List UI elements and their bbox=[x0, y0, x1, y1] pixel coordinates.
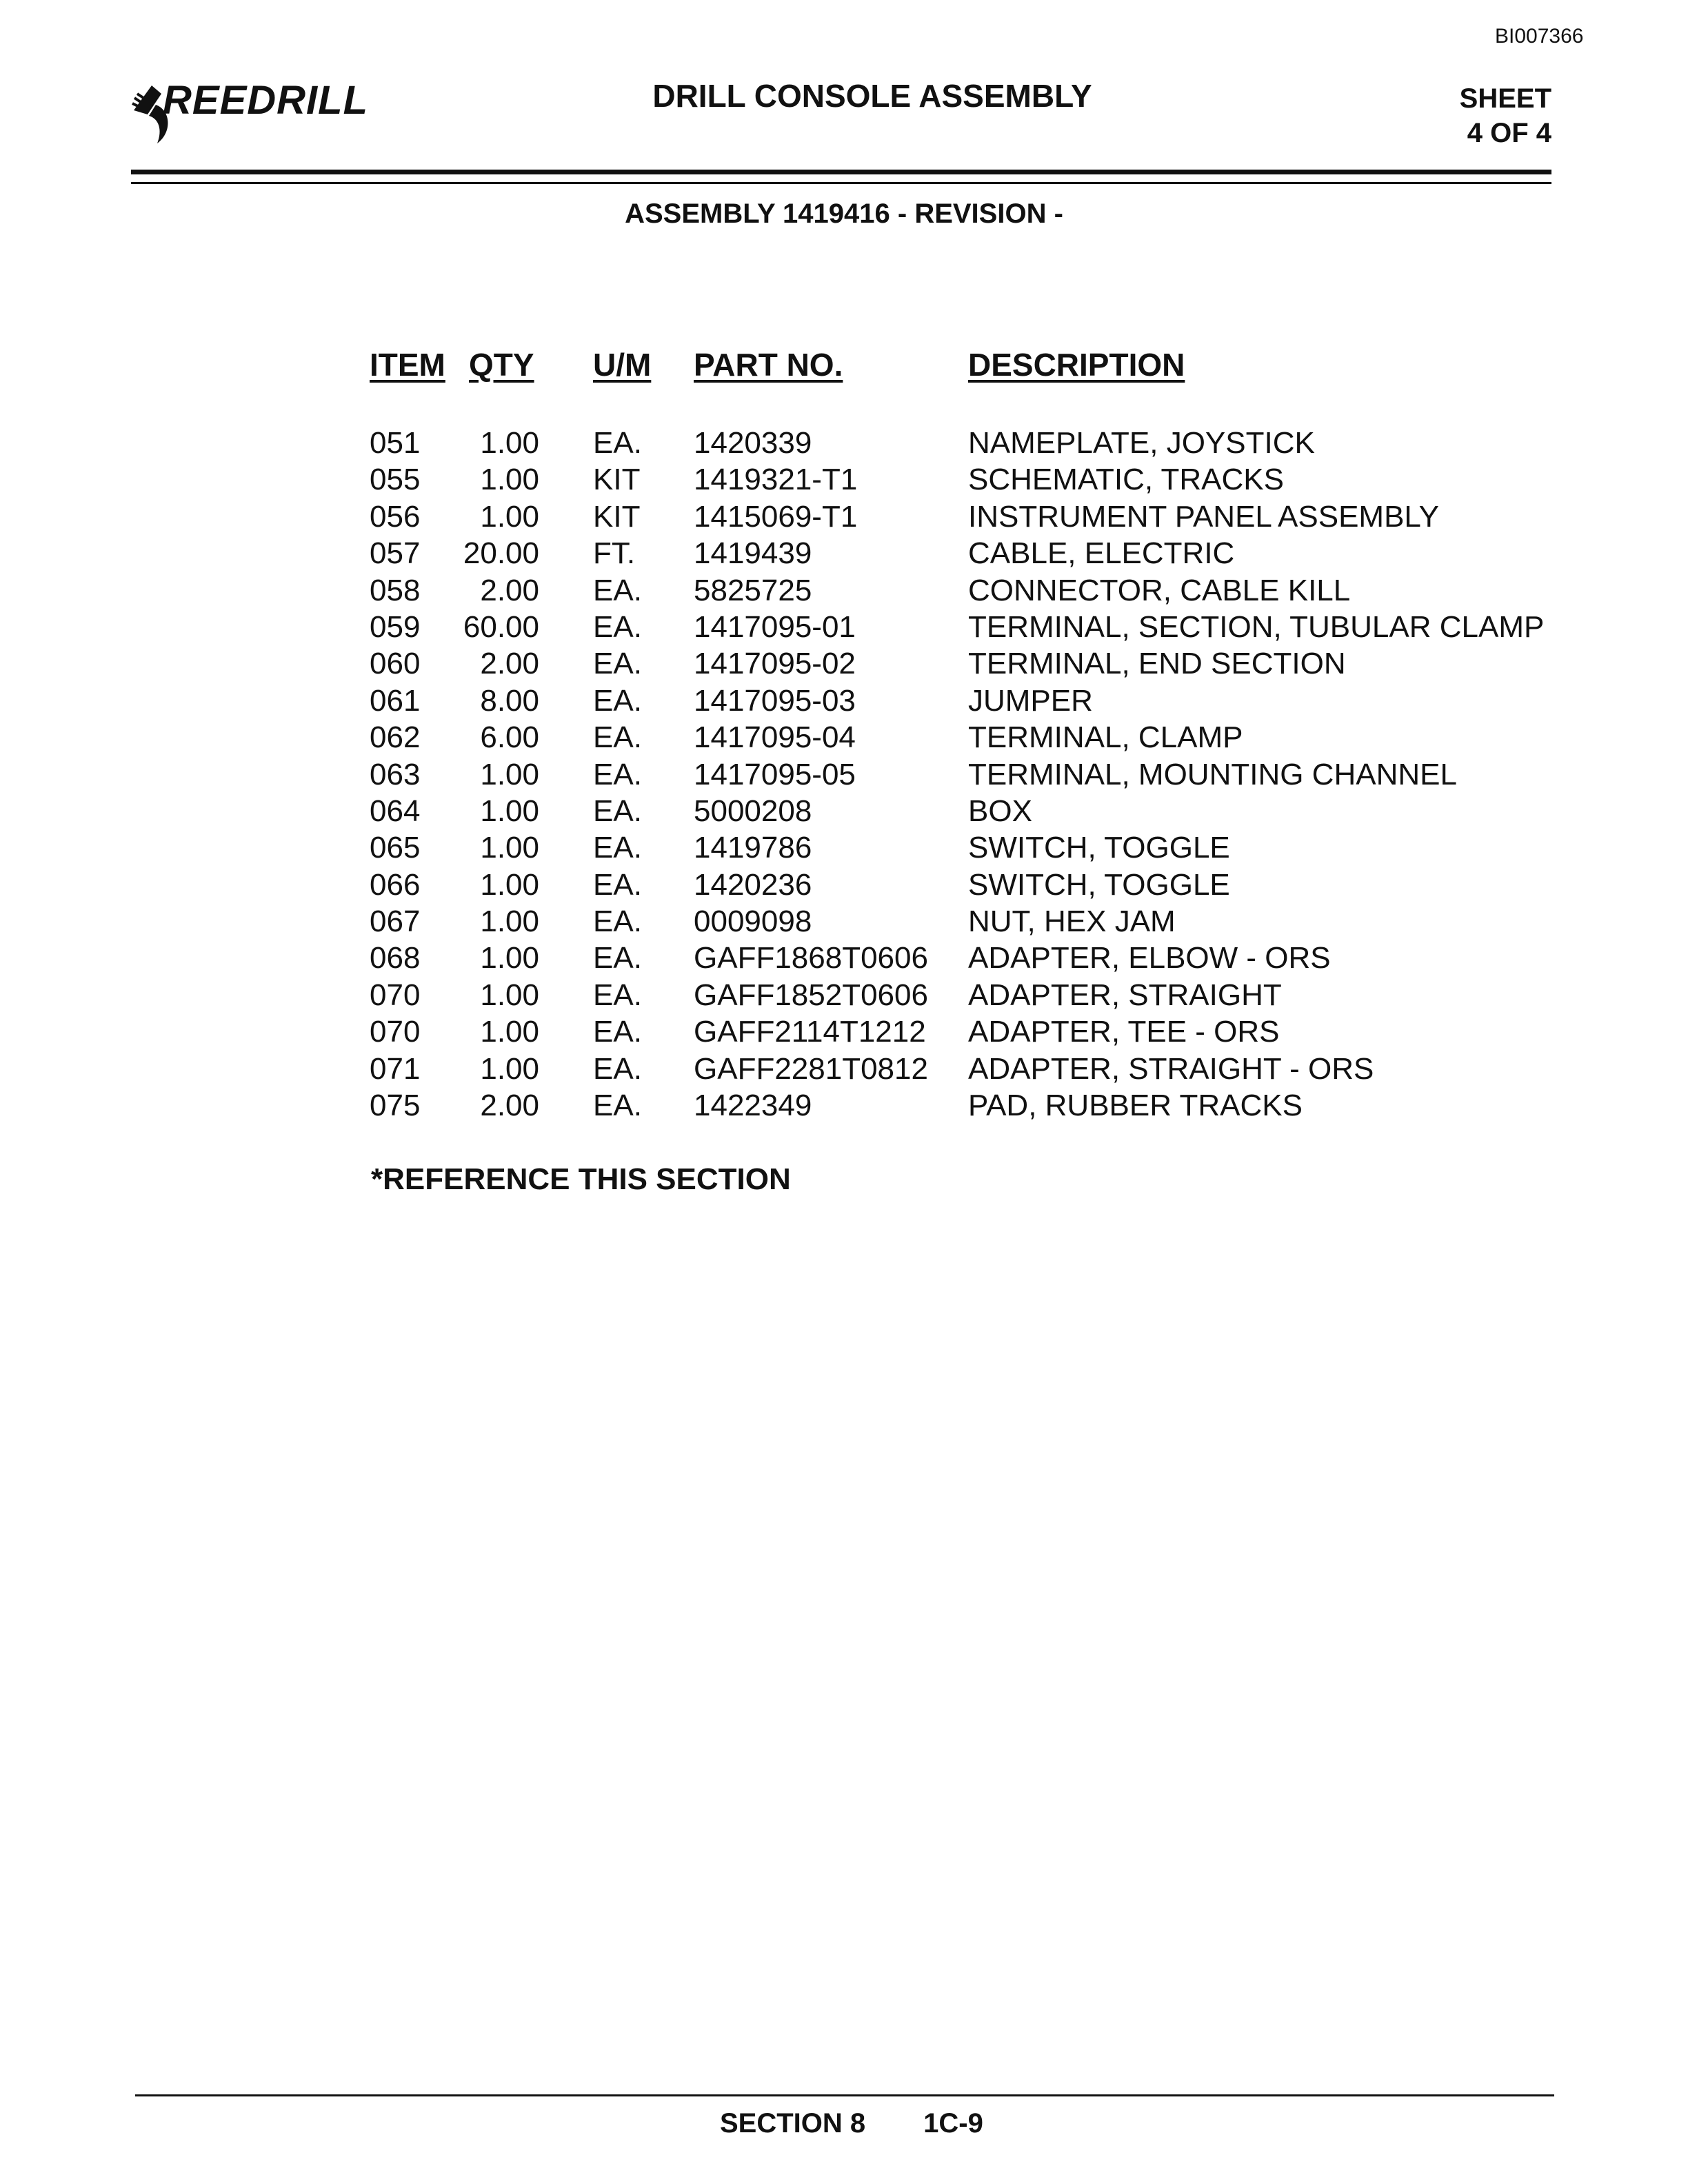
cell-item: 057 bbox=[370, 536, 421, 571]
cell-qty: 1.00 bbox=[480, 978, 539, 1012]
cell-description: TERMINAL, END SECTION bbox=[968, 647, 1346, 681]
cell-um: EA. bbox=[593, 904, 642, 939]
table-row bbox=[0, 647, 1688, 683]
cell-um: EA. bbox=[593, 683, 642, 718]
cell-item: 058 bbox=[370, 573, 421, 607]
cell-qty: 20.00 bbox=[463, 536, 539, 571]
cell-um: EA. bbox=[593, 793, 642, 828]
footer-section: SECTION 8 bbox=[720, 2108, 866, 2138]
table-row bbox=[0, 720, 1688, 757]
cell-um: KIT bbox=[593, 463, 641, 497]
sheet-number: 4 OF 4 bbox=[1467, 118, 1551, 148]
cell-item: 075 bbox=[370, 1089, 421, 1123]
table-row bbox=[0, 1052, 1688, 1089]
cell-description: PAD, RUBBER TRACKS bbox=[968, 1089, 1303, 1123]
cell-item: 066 bbox=[370, 867, 421, 902]
table-row bbox=[0, 904, 1688, 941]
cell-description: NAMEPLATE, JOYSTICK bbox=[968, 426, 1315, 460]
table-row bbox=[0, 574, 1688, 610]
table-row bbox=[0, 978, 1688, 1015]
cell-description: ADAPTER, TEE - ORS bbox=[968, 1015, 1280, 1049]
cell-item: 056 bbox=[370, 499, 421, 534]
page-title: DRILL CONSOLE ASSEMBLY bbox=[652, 78, 1092, 114]
cell-item: 071 bbox=[370, 1051, 421, 1086]
cell-qty: 1.00 bbox=[480, 499, 539, 534]
cell-um: EA. bbox=[593, 978, 642, 1012]
table-row bbox=[0, 758, 1688, 794]
cell-part-no: 0009098 bbox=[694, 904, 812, 939]
cell-description: ADAPTER, STRAIGHT bbox=[968, 978, 1282, 1012]
cell-item: 060 bbox=[370, 647, 421, 681]
cell-item: 061 bbox=[370, 683, 421, 718]
cell-item: 055 bbox=[370, 463, 421, 497]
table-row bbox=[0, 463, 1688, 499]
cell-qty: 1.00 bbox=[480, 1015, 539, 1049]
cell-qty: 1.00 bbox=[480, 941, 539, 975]
cell-um: FT. bbox=[593, 536, 636, 571]
cell-part-no: GAFF2114T1212 bbox=[694, 1015, 926, 1049]
cell-item: 062 bbox=[370, 720, 421, 755]
table-row bbox=[0, 610, 1688, 647]
cell-um: KIT bbox=[593, 499, 641, 534]
cell-item: 064 bbox=[370, 793, 421, 828]
cell-qty: 1.00 bbox=[480, 831, 539, 865]
cell-part-no: 1415069-T1 bbox=[694, 499, 858, 534]
cell-um: EA. bbox=[593, 757, 642, 791]
cell-description: TERMINAL, SECTION, TUBULAR CLAMP bbox=[968, 609, 1545, 644]
cell-qty: 2.00 bbox=[480, 647, 539, 681]
table-row bbox=[0, 1015, 1688, 1051]
cell-description: SWITCH, TOGGLE bbox=[968, 867, 1230, 902]
cell-description: CONNECTOR, CABLE KILL bbox=[968, 573, 1351, 607]
cell-um: EA. bbox=[593, 941, 642, 975]
cell-description: INSTRUMENT PANEL ASSEMBLY bbox=[968, 499, 1439, 534]
cell-um: EA. bbox=[593, 1015, 642, 1049]
cell-part-no: 1417095-03 bbox=[694, 683, 856, 718]
cell-um: EA. bbox=[593, 867, 642, 902]
cell-part-no: 1417095-05 bbox=[694, 757, 856, 791]
cell-um: EA. bbox=[593, 1051, 642, 1086]
page-footer bbox=[720, 2108, 983, 2139]
cell-item: 051 bbox=[370, 426, 421, 460]
cell-part-no: 1420236 bbox=[694, 867, 812, 902]
header-divider-thin bbox=[131, 182, 1551, 184]
parts-table bbox=[0, 426, 1688, 1125]
cell-item: 070 bbox=[370, 978, 421, 1012]
cell-qty: 1.00 bbox=[480, 867, 539, 902]
cell-description: NUT, HEX JAM bbox=[968, 904, 1176, 939]
cell-part-no: 1419321-T1 bbox=[694, 463, 858, 497]
cell-um: EA. bbox=[593, 1089, 642, 1123]
header-divider-thick bbox=[131, 170, 1551, 174]
table-row bbox=[0, 1089, 1688, 1125]
cell-item: 059 bbox=[370, 609, 421, 644]
cell-description: BOX bbox=[968, 793, 1032, 828]
table-row bbox=[0, 536, 1688, 573]
cell-item: 067 bbox=[370, 904, 421, 939]
assembly-heading: ASSEMBLY 1419416 - REVISION - bbox=[625, 199, 1063, 229]
table-row bbox=[0, 794, 1688, 831]
column-header-description: DESCRIPTION bbox=[968, 347, 1185, 383]
footer-page-number: 1C-9 bbox=[923, 2108, 983, 2138]
reference-note: *REFERENCE THIS SECTION bbox=[371, 1162, 791, 1196]
sheet-indicator bbox=[1400, 81, 1551, 150]
cell-qty: 2.00 bbox=[480, 1089, 539, 1123]
cell-um: EA. bbox=[593, 609, 642, 644]
cell-item: 068 bbox=[370, 941, 421, 975]
cell-description: SWITCH, TOGGLE bbox=[968, 831, 1230, 865]
cell-qty: 1.00 bbox=[480, 463, 539, 497]
cell-um: EA. bbox=[593, 647, 642, 681]
cell-part-no: 1419786 bbox=[694, 831, 812, 865]
cell-part-no: 5825725 bbox=[694, 573, 812, 607]
cell-qty: 1.00 bbox=[480, 904, 539, 939]
cell-part-no: 1417095-01 bbox=[694, 609, 856, 644]
table-row bbox=[0, 500, 1688, 536]
cell-part-no: 1422349 bbox=[694, 1089, 812, 1123]
logo-wordmark: REEDRILL bbox=[163, 78, 368, 123]
table-row bbox=[0, 831, 1688, 867]
column-header-um: U/M bbox=[593, 347, 652, 383]
sheet-label: SHEET bbox=[1459, 83, 1551, 114]
cell-part-no: 1417095-02 bbox=[694, 647, 856, 681]
cell-part-no: GAFF1868T0606 bbox=[694, 941, 928, 975]
cell-qty: 8.00 bbox=[480, 683, 539, 718]
cell-qty: 6.00 bbox=[480, 720, 539, 755]
cell-qty: 1.00 bbox=[480, 1051, 539, 1086]
cell-description: ADAPTER, ELBOW - ORS bbox=[968, 941, 1331, 975]
cell-part-no: 1417095-04 bbox=[694, 720, 856, 755]
cell-item: 070 bbox=[370, 1015, 421, 1049]
cell-qty: 2.00 bbox=[480, 573, 539, 607]
cell-description: JUMPER bbox=[968, 683, 1093, 718]
cell-um: EA. bbox=[593, 573, 642, 607]
cell-item: 065 bbox=[370, 831, 421, 865]
cell-item: 063 bbox=[370, 757, 421, 791]
cell-qty: 1.00 bbox=[480, 793, 539, 828]
cell-description: CABLE, ELECTRIC bbox=[968, 536, 1235, 571]
table-row bbox=[0, 684, 1688, 720]
cell-part-no: 1419439 bbox=[694, 536, 812, 571]
table-row bbox=[0, 426, 1688, 463]
cell-part-no: 1420339 bbox=[694, 426, 812, 460]
cell-qty: 60.00 bbox=[463, 609, 539, 644]
document-id: BI007366 bbox=[1495, 25, 1584, 48]
column-header-item: ITEM bbox=[370, 347, 445, 383]
cell-um: EA. bbox=[593, 831, 642, 865]
table-row bbox=[0, 868, 1688, 904]
cell-qty: 1.00 bbox=[480, 426, 539, 460]
cell-part-no: GAFF1852T0606 bbox=[694, 978, 928, 1012]
table-row bbox=[0, 941, 1688, 978]
cell-description: SCHEMATIC, TRACKS bbox=[968, 463, 1284, 497]
cell-description: ADAPTER, STRAIGHT - ORS bbox=[968, 1051, 1374, 1086]
column-header-qty: QTY bbox=[469, 347, 534, 383]
cell-um: EA. bbox=[593, 426, 642, 460]
cell-qty: 1.00 bbox=[480, 757, 539, 791]
cell-description: TERMINAL, CLAMP bbox=[968, 720, 1243, 755]
column-header-part-no: PART NO. bbox=[694, 347, 843, 383]
cell-part-no: 5000208 bbox=[694, 793, 812, 828]
cell-part-no: GAFF2281T0812 bbox=[694, 1051, 928, 1086]
cell-um: EA. bbox=[593, 720, 642, 755]
footer-divider bbox=[135, 2094, 1554, 2096]
cell-description: TERMINAL, MOUNTING CHANNEL bbox=[968, 757, 1457, 791]
